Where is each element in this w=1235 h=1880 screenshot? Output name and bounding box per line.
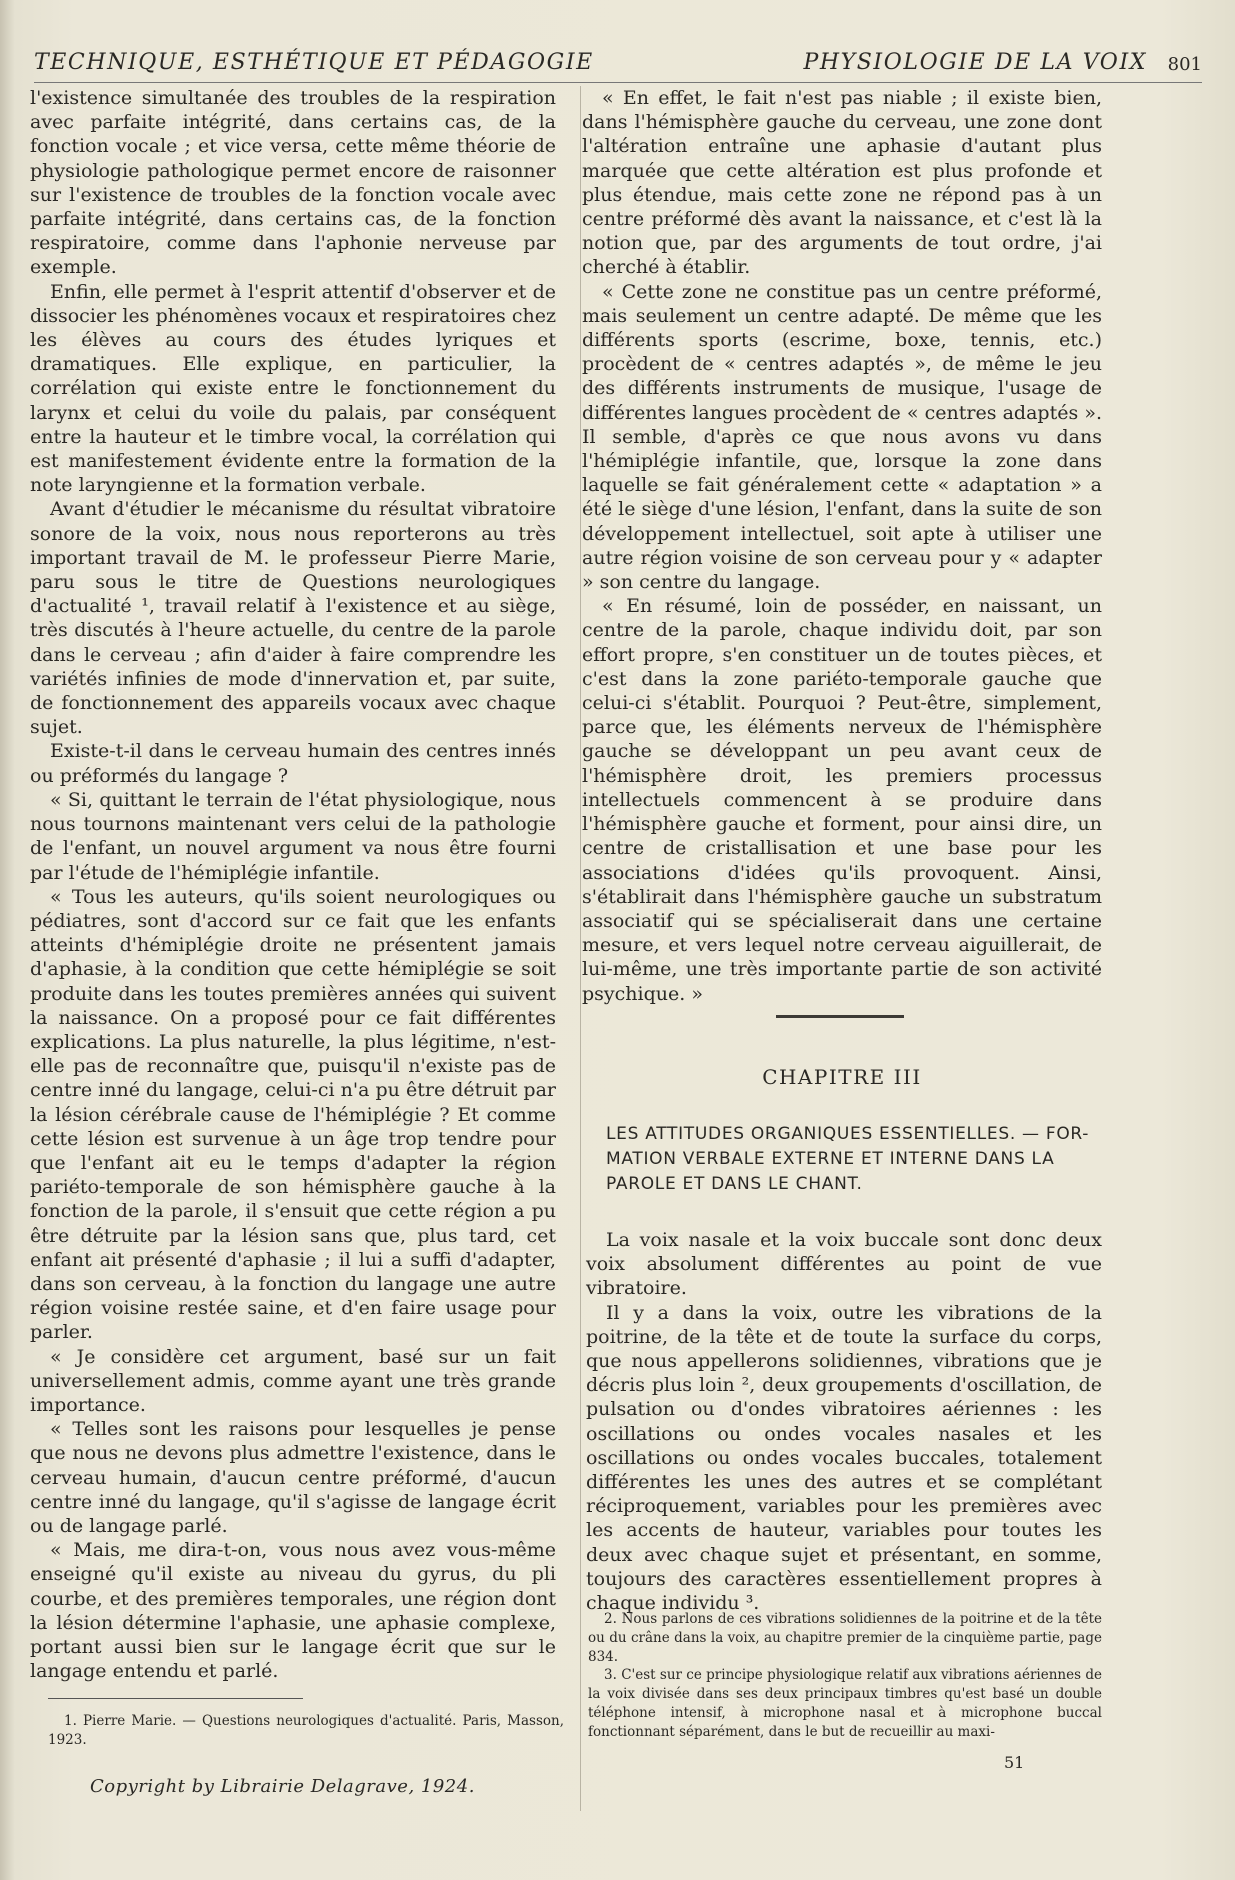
paragraph: « Mais, me dira-t-on, vous nous avez vous-même enseigné qu'il existe au niveau du gyrus, du pli courbe, et des premières temporales, une région dont la lésion détermine l'aphasie, une aphasie complexe, portant aussi bien sur le langage écrit que sur le langage entendu et parlé.	[30, 1539, 556, 1683]
footnote-rule	[48, 1698, 303, 1699]
paragraph: Existe-t-il dans le cerveau humain des centres innés ou préformés du langage ?	[30, 740, 556, 787]
chapter-subtitle-line: LES ATTITUDES ORGANIQUES ESSENTIELLES. — FOR-	[606, 1124, 1090, 1144]
paragraph: Il y a dans la voix, outre les vibrations de la poitrine, de la tête et de toute la surface du corps, que nous appellerons solidiennes, vibrations que je décris plus loin ², deux groupements d'oscillation, de pulsation ou d'ondes vibratoires aériennes : les oscillations ou ondes vocales nasales et les oscillations ou ondes vocales buccales, totalement différentes les unes des autres et se complétant réciproquement, variables pour les premières avec les accents de hauteur, variables pour toutes les deux avec chaque sujet et présentant, en somme, toujours des caractères essentiellement propres à chaque individu ³.	[586, 1301, 1102, 1615]
chapter-body	[586, 1228, 1102, 1615]
chapter-subtitle-line: PAROLE ET DANS LE CHANT.	[606, 1174, 863, 1194]
right-column	[582, 86, 1102, 1006]
chapter-title: CHAPITRE III	[762, 1065, 922, 1089]
paragraph: « En effet, le fait n'est pas niable ; il existe bien, dans l'hémisphère gauche du cerveau, une zone dont l'altération entraîne une aphasie d'autant plus marquée que cette altération est plus profonde et plus étendue, mais cette zone ne répond pas à un centre préformé dès avant la naissance, et c'est là la notion que, par des arguments de tout ordre, j'ai cherché à établir.	[582, 87, 1102, 279]
paragraph: « Tous les auteurs, qu'ils soient neurologiques ou pédiatres, sont d'accord sur ce fait que les enfants atteints d'hémiplégie droite ne présentent jamais d'aphasie, à la condition que cette hémiplégie se soit produite dans les toutes premières années qui suivent la naissance. On a proposé pour ce fait différentes explications. La plus naturelle, la plus légitime, n'est-elle pas de reconnaître que, puisqu'il n'existe pas de centre inné du langage, celui-ci n'a pu être détruit par la lésion cérébrale cause de l'hémiplégie ? Et comme cette lésion est survenue à un âge trop tendre pour que l'enfant ait eu le temps d'adapter la région pariéto-temporale de son hémisphère gauche à la fonction de la parole, il s'ensuit que cette région a pu être détruite par la lésion sans que, plus tard, cet enfant ait présenté d'aphasie ; il lui a suffi d'adapter, dans son cerveau, à la fonction du langage une autre région voisine restée saine, et d'en faire usage pour parler.	[30, 885, 556, 1344]
footnotes-right	[588, 1610, 1102, 1742]
header-rule	[34, 82, 1202, 83]
paragraph: « Cette zone ne constitue pas un centre préformé, mais seulement un centre adapté. De même que les différents sports (escrime, boxe, tennis, etc.) procèdent de « centres adaptés », de même le jeu des différents instruments de musique, l'usage de différentes langues procèdent de « centres adaptés ». Il semble, d'après ce que nous avons vu dans l'hémiplégie infantile, que, lorsque la zone dans laquelle se fait généralement cette « adaptation » a été le siège d'une lésion, l'enfant, dans la suite de son développement intellectuel, soit apte à utiliser une autre région voisine de son cerveau pour y « adapter » son centre du langage.	[582, 280, 1102, 594]
page-binding-shadow	[0, 0, 14, 1880]
chapter-subtitle	[586, 1122, 1102, 1197]
page-number: 801	[1167, 54, 1202, 75]
header-left-title: TECHNIQUE, ESTHÉTIQUE ET PÉDAGOGIE	[34, 50, 594, 75]
paragraph: La voix nasale et la voix buccale sont donc deux voix absolument différentes au point de vue vibratoire.	[586, 1229, 1102, 1300]
running-header	[34, 50, 1202, 84]
paragraph: « En résumé, loin de posséder, en naissant, un centre de la parole, chaque individu doit, par son effort propre, s'en constituer un de toutes pièces, et c'est dans la zone pariéto-temporale gauche que celui-ci s'établit. Pourquoi ? Peut-être, simplement, parce que, les éléments nerveux de l'hémisphère gauche se développant un peu avant ceux de l'hémisphère droit, les premiers processus intellectuels commencent à se produire dans l'hémisphère gauche et forment, pour ainsi dire, un centre de cristallisation et une base pour les associations d'idées qu'ils provoquent. Ainsi, s'établirait dans l'hémisphère gauche un substratum associatif qui se spécialiserait dans une certaine mesure, et vers lequel notre cerveau aiguillerait, de lui-même, une très importante partie de son activité psychique. »	[582, 595, 1102, 1005]
column-divider	[580, 86, 581, 1811]
footnote: 2. Nous parlons de ces vibrations solidiennes de la poitrine et de la tête ou du crâne dans la voix, au chapitre premier de la cinquième partie, page 834.	[588, 1611, 1102, 1665]
header-right-title: PHYSIOLOGIE DE LA VOIX	[803, 50, 1147, 75]
paragraph: « Je considère cet argument, basé sur un fait universellement admis, comme ayant une très grande importance.	[30, 1345, 556, 1416]
signature-mark: 51	[1004, 1753, 1025, 1772]
left-column	[30, 86, 556, 1683]
paragraph: « Telles sont les raisons pour lesquelles je pense que nous ne devons plus admettre l'existence, dans le cerveau humain, d'aucun centre préformé, d'aucun centre inné du langage, qu'il s'agisse de langage écrit ou de langage parlé.	[30, 1418, 556, 1537]
paragraph: Avant d'étudier le mécanisme du résultat vibratoire sonore de la voix, nous nous reporterons au très important travail de M. le professeur Pierre Marie, paru sous le titre de Questions neurologiques d'actualité ¹, travail relatif à l'existence et au siège, très discutés à l'heure actuelle, du centre de la parole dans le cerveau ; afin d'aider à faire comprendre les variétés infinies de mode d'innervation et, par suite, de fonctionnement des appareils vocaux avec chaque sujet.	[30, 498, 556, 739]
footnote: 1. Pierre Marie. — Questions neurologiques d'actualité. Paris, Masson, 1923.	[48, 1713, 564, 1748]
section-separator-rule	[776, 1015, 904, 1018]
paragraph: « Si, quittant le terrain de l'état physiologique, nous nous tournons maintenant vers celui de la pathologie de l'enfant, un nouvel argument va nous être fourni par l'étude de l'hémiplégie infantile.	[30, 788, 556, 884]
chapter-subtitle-line: MATION VERBALE EXTERNE ET INTERNE DANS LA	[606, 1149, 1055, 1169]
copyright-line: Copyright by Librairie Delagrave, 1924.	[90, 1776, 475, 1797]
paragraph: l'existence simultanée des troubles de la respiration avec parfaite intégrité, dans certains cas, de la fonction vocale ; et vice versa, cette même théorie de physiologie pathologique permet encore de raisonner sur l'existence de troubles de la fonction vocale avec parfaite intégrité, dans certains cas, de la fonction respiratoire, comme dans l'aphonie nerveuse par exemple.	[30, 87, 556, 279]
footnote: 3. C'est sur ce principe physiologique relatif aux vibrations aériennes de la voix divisée dans ses deux principaux timbres qu'est basé un double téléphone intensif, à microphone nasal et à microphone buccal fonctionnant séparément, dans le but de recueillir au maxi-	[588, 1667, 1102, 1740]
paragraph: Enfin, elle permet à l'esprit attentif d'observer et de dissocier les phénomènes vocaux et respiratoires chez les élèves au cours des études lyriques et dramatiques. Elle explique, en particulier, la corrélation qui existe entre le fonctionnement du larynx et celui du voile du palais, par conséquent entre la hauteur et le timbre vocal, la corrélation qui est manifestement évidente entre la formation de la note laryngienne et la formation verbale.	[30, 280, 556, 497]
footnotes-left	[48, 1712, 564, 1749]
